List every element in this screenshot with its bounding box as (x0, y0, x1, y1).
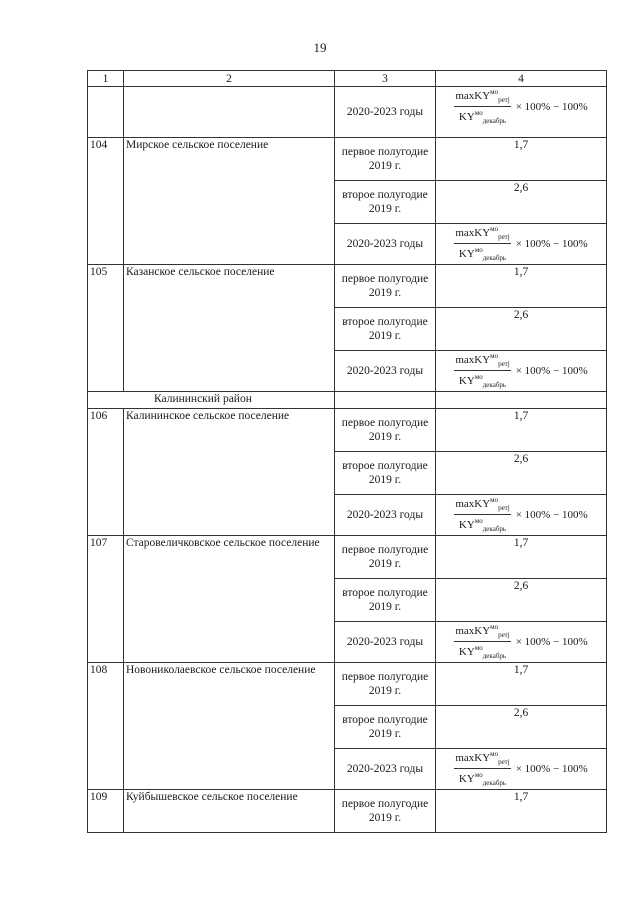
formula-tail: × 100% − 100% (515, 635, 588, 648)
allowance-value: 1,7 (436, 138, 607, 181)
period-cell: второе полугодие 2019 г. (335, 706, 436, 749)
formula-numerator: maxKY$^{мо}_{ретj}$ (454, 622, 510, 642)
formula (454, 351, 587, 390)
row-number: 109 (88, 790, 124, 833)
formula-tail: × 100% − 100% (515, 100, 588, 113)
formula-fraction (454, 495, 510, 534)
formula-numerator: maxKY$^{мо}_{ретj}$ (454, 87, 510, 107)
allowance-value: 1,7 (436, 409, 607, 452)
district-name: Калининский район (154, 393, 252, 405)
formula-fraction (454, 87, 510, 126)
settlement-name: Мирское сельское поселение (124, 138, 335, 265)
formula-denominator: $KY^{мо}_{декабрь}$ (458, 109, 507, 125)
period-cell: 2020-2023 годы (335, 224, 436, 265)
table-row (88, 790, 607, 833)
formula-cell (436, 749, 607, 790)
formula-fraction (454, 224, 510, 263)
formula (454, 749, 587, 788)
period-cell: 2020-2023 годы (335, 495, 436, 536)
period-cell: первое полугодие 2019 г. (335, 663, 436, 706)
period-cell: первое полугодие 2019 г. (335, 138, 436, 181)
period-cell: 2020-2023 годы (335, 351, 436, 392)
formula-tail: × 100% − 100% (515, 762, 588, 775)
formula (454, 622, 587, 661)
settlement-cell (124, 87, 335, 138)
formula-cell (436, 224, 607, 265)
allowance-value: 1,7 (436, 536, 607, 579)
formula (454, 87, 587, 126)
carry-over-row (88, 87, 607, 138)
header-cell: 2 (124, 71, 335, 87)
row-number: 106 (88, 409, 124, 536)
table-body (88, 71, 607, 833)
allowance-value: 2,6 (436, 452, 607, 495)
formula-denominator: $KY^{мо}_{декабрь}$ (458, 517, 507, 533)
formula-numerator: maxKY$^{мо}_{ретj}$ (454, 351, 510, 371)
period-cell: 2020-2023 годы (335, 622, 436, 663)
header-cell: 3 (335, 71, 436, 87)
formula-denominator: $KY^{мо}_{декабрь}$ (458, 246, 507, 262)
formula-fraction (454, 749, 510, 788)
district-row (88, 392, 607, 409)
header-cell: 4 (436, 71, 607, 87)
formula-numerator: maxKY$^{мо}_{ретj}$ (454, 749, 510, 769)
allowance-value: 2,6 (436, 308, 607, 351)
formula-cell (436, 351, 607, 392)
settlement-name: Куйбышевское сельское поселение (124, 790, 335, 833)
period-cell: второе полугодие 2019 г. (335, 452, 436, 495)
page-number: 19 (313, 40, 327, 55)
formula-numerator: maxKY$^{мо}_{ретj}$ (454, 224, 510, 244)
settlement-name: Новониколаевское сельское поселение (124, 663, 335, 790)
period-cell: второе полугодие 2019 г. (335, 579, 436, 622)
settlement-name: Калининское сельское поселение (124, 409, 335, 536)
row-number: 108 (88, 663, 124, 790)
row-number-cell (88, 87, 124, 138)
allowance-value: 1,7 (436, 790, 607, 833)
settlement-name: Старовеличковское сельское поселение (124, 536, 335, 663)
settlement-name: Казанское сельское поселение (124, 265, 335, 392)
table-row (88, 138, 607, 181)
table-row (88, 409, 607, 452)
formula-tail: × 100% − 100% (515, 364, 588, 377)
header-row (88, 71, 607, 87)
period-cell: первое полугодие 2019 г. (335, 790, 436, 833)
formula-cell (436, 622, 607, 663)
row-number: 107 (88, 536, 124, 663)
table-row (88, 536, 607, 579)
period-cell: второе полугодие 2019 г. (335, 308, 436, 351)
formula (454, 224, 587, 263)
formula-tail: × 100% − 100% (515, 237, 588, 250)
formula-cell (436, 87, 607, 138)
formula-tail: × 100% − 100% (515, 508, 588, 521)
row-number: 104 (88, 138, 124, 265)
allowance-table (87, 70, 607, 833)
formula-numerator: maxKY$^{мо}_{ретj}$ (454, 495, 510, 515)
table-row (88, 663, 607, 706)
table-row (88, 265, 607, 308)
formula-denominator: $KY^{мо}_{декабрь}$ (458, 373, 507, 389)
allowance-value: 2,6 (436, 181, 607, 224)
period-cell: 2020-2023 годы (335, 87, 436, 138)
period-cell: первое полугодие 2019 г. (335, 536, 436, 579)
period-cell: 2020-2023 годы (335, 749, 436, 790)
period-cell: второе полугодие 2019 г. (335, 181, 436, 224)
allowance-value: 1,7 (436, 265, 607, 308)
formula-fraction (454, 622, 510, 661)
header-cell: 1 (88, 71, 124, 87)
period-cell: первое полугодие 2019 г. (335, 409, 436, 452)
allowance-value: 2,6 (436, 579, 607, 622)
row-number: 105 (88, 265, 124, 392)
allowance-value: 2,6 (436, 706, 607, 749)
period-cell: первое полугодие 2019 г. (335, 265, 436, 308)
allowance-value: 1,7 (436, 663, 607, 706)
formula-cell (436, 495, 607, 536)
formula-fraction (454, 351, 510, 390)
formula (454, 495, 587, 534)
formula-denominator: $KY^{мо}_{декабрь}$ (458, 771, 507, 787)
formula-denominator: $KY^{мо}_{декабрь}$ (458, 644, 507, 660)
